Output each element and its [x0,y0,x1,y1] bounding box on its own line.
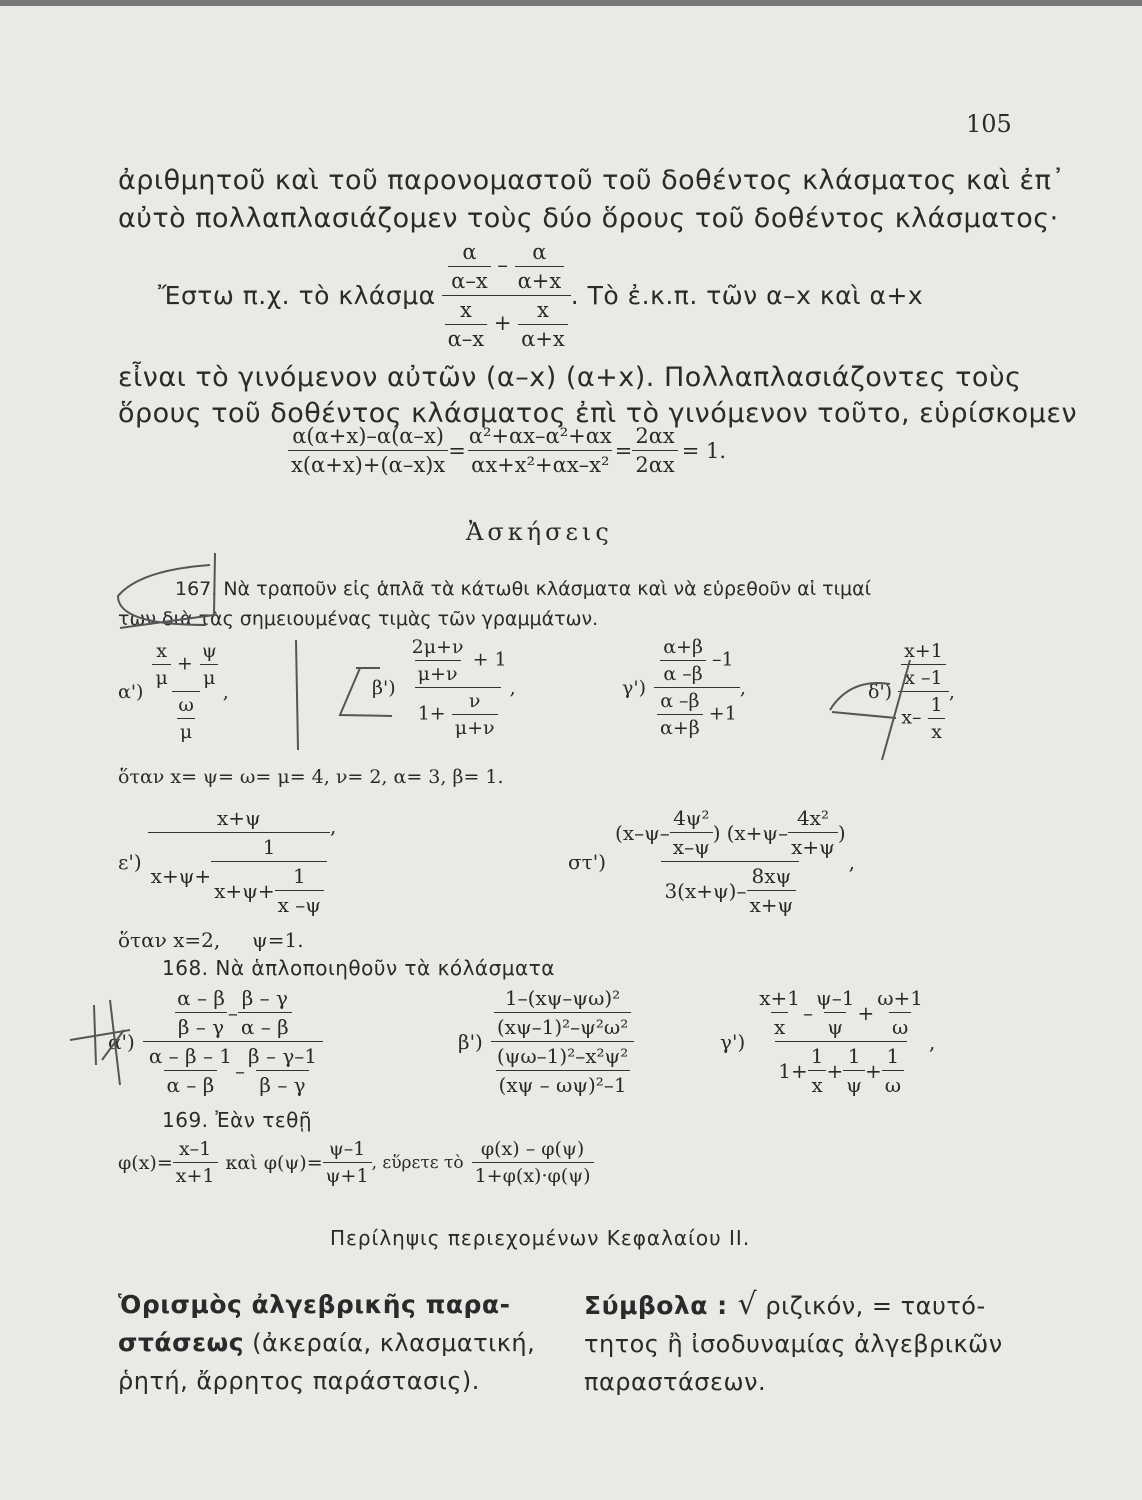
ex167-b-label: β') [372,676,396,699]
ex-e-lead2: x+ψ+ [214,878,275,903]
ex168-g-b1d: x [808,1070,825,1097]
ex167-b-nu: ν [468,690,481,712]
ex167-a-psi: ψ [201,640,217,662]
pencil-mark-168a [70,1000,130,1085]
eq-f1-den: x(α+x)+(α–x)x [288,450,448,477]
ex168-a-n2n: β – γ [241,986,288,1010]
ex167-a-mu: μ [152,664,170,689]
ex168-g-comma: , [929,1029,936,1054]
example-lead: Ἔστω π.χ. τὸ κλάσμα [158,281,436,310]
ex168-g-t1n: x+1 [759,986,801,1010]
ex167-a-x: x [156,640,167,662]
example-n1-den: α–x [448,266,491,293]
ex169-gn: ψ–1 [328,1138,366,1160]
ex-e-one2: 1 [292,864,306,888]
example-d2-den: α+x [518,324,568,351]
ex-e-d2: x –ψ [275,890,324,917]
ex169-phix: φ(x)= [118,1151,173,1174]
ex167-line-1: 167. Νὰ τραποῦν εἰς ἁπλᾶ τὰ κάτωθι κλάσματα καὶ νὰ εὑρεθοῦν αἱ τιμαί [175,578,872,600]
ex168-a-d2n: β – γ–1 [248,1044,318,1068]
ex-e-comma: , [329,814,337,838]
ex168-a-d1n: α – β – 1 [148,1044,233,1068]
pencil-box-a [296,640,298,750]
ex-st-p1n: 4ψ² [673,806,710,830]
ex168-a-n1d: β – γ [175,1012,227,1039]
ex168-b-nn: 1–(xψ–ψω)² [504,986,621,1010]
summary-left-rest-2: (ἀκεραία, κλασματική, [244,1329,536,1357]
ex168-g-lead: 1+ [778,1058,808,1083]
radical-icon: √ [727,1287,758,1322]
ex-st-p2d: x+ψ [788,832,838,859]
ex167-line-2: των διὰ τὰς σημειουμένας τιμὰς τῶν γραμμάτων. [118,608,599,630]
ex168-title: 168. Νὰ ἁπλοποιηθοῦν τὰ κόλάσματα [162,956,555,980]
ex-e-label: ε') [118,849,142,874]
ex167-g-d1: α –β [660,660,705,685]
ex168-a-minus: – [227,1000,238,1025]
ex-st-dd: x+ψ [747,890,797,917]
example-d1-num: x [459,298,472,322]
summary-right-line-3: παραστάσεων. [584,1368,767,1396]
example-n2-den: α+x [515,266,565,293]
summary-left-bold-2: στάσεως [118,1328,245,1357]
ex168-a-n1n: α – β [177,986,225,1010]
summary-left-line-3: ῥητή, ἄρρητος παράστασις). [118,1367,480,1395]
summary-right-rest-1: ριζικόν, = ταυτό- [757,1292,986,1320]
ex167-d-n1: x+1 [904,640,943,662]
ex169-hd: 1+φ(x)·φ(ψ) [472,1162,594,1187]
pencil-bracket-167 [118,553,215,628]
ex168-g-t2d: ψ [824,1012,846,1039]
ex-st-p1: (x–ψ– [615,820,670,845]
ex167-a-label: α') [118,680,144,703]
intro-line-1: ἀριθμητοῦ καὶ τοῦ παρονομαστοῦ τοῦ δοθέντος κλάσματος καὶ ἐπ᾽ [118,165,1066,196]
eq-f3-den: 2αx [632,450,677,477]
example-n1-num: α [462,240,477,264]
ex169-find: , εὕρετε τὸ [371,1152,464,1173]
ex168-b-nd: (xψ–1)²–ψ²ω² [494,1012,631,1039]
ex167-b-comma: , [509,676,516,699]
ex168-g-plus3: + [864,1058,882,1083]
pencil-box-b [340,668,392,716]
ex-st-dlead: 3(x+ψ)– [664,878,747,903]
ex167-a-mu3: μ [177,718,195,743]
product-line-1: εἶναι τὸ γινόμενον αὐτῶν (α–x) (α+x). Πολλαπλασιάζοντες τοὺς [118,362,1022,393]
ex167-a-comma: , [222,680,229,703]
ex168-g-b3d: ω [882,1070,904,1097]
ex167-d-x: x [928,718,945,743]
ex168-g-b2n: 1 [847,1044,861,1068]
ex168-b-label: β') [458,1029,483,1054]
ex168-g-t1d: x [771,1012,788,1039]
product-line-2: ὅρους τοῦ δοθέντος κλάσματος ἐπὶ τὸ γινόμενον τοῦτο, εὑρίσκομεν [118,398,1078,429]
ex167-d-xminus: x– [901,706,922,729]
ex168-a-label: α') [108,1029,135,1054]
eq-sign-1: = [448,438,466,463]
ex168-g-b1n: 1 [810,1044,824,1068]
ex-e-lead: x+ψ+ [150,864,212,888]
ex169-and: καὶ φ(ψ)= [225,1151,323,1174]
ex169-gd: ψ+1 [323,1162,372,1187]
intro-line-2: αὐτὸ πολλαπλασιάζομεν τοὺς δύο ὅρους τοῦ δοθέντος κλάσματος· [118,203,1059,234]
page-number: 105 [966,110,1012,138]
ex-st-label: στ') [568,849,607,874]
ex-st-p2: (x+ψ– [726,820,789,845]
ex168-g-label: γ') [720,1029,746,1054]
summary-left-bold-1: Ὁρισμὸς ἀλγεβρικῆς παρα- [118,1290,511,1319]
ex168-g-plus2: + [826,1058,844,1083]
pencil-box-d [830,660,910,760]
ex168-g-t2n: ψ–1 [816,986,855,1010]
ex167-b-plus1: + 1 [472,648,507,671]
example-d2-num: x [537,298,549,322]
eq-result: = 1. [681,438,727,463]
ex168-b-dn: (ψω–1)²–x²ψ² [496,1044,629,1068]
ex167-a-omega: ω [178,694,194,716]
ex167-a-plus: + [176,652,193,675]
ex-st-p2n: 4x² [796,806,829,830]
ex167-b-n1: 2μ+ν [411,636,464,658]
ex168-b-dd: (xψ – ωψ)²–1 [496,1070,630,1097]
summary-right-line-2: τητος ἢ ἰσοδυναμίας ἀλγεβρικῶν [584,1330,1003,1358]
ex167-g-n1: α+β [663,636,703,658]
summary-title: Περίληψις περιεχομένων Κεφαλαίου II. [330,1226,751,1250]
example-plus: + [493,311,512,335]
ex168-g-b3n: 1 [886,1044,900,1068]
ex-e-top: x+ψ [216,806,261,830]
ex168-g-t3d: ω [889,1012,911,1039]
ex167-g-comma: , [739,676,746,699]
ex168-a-d2d: β – γ [256,1070,308,1097]
example-d1-den: α–x [445,324,488,351]
ex-e-one: 1 [262,835,276,859]
ex-st-p1c: ) [712,820,721,845]
ex168-g-t3n: ω+1 [877,986,924,1010]
ex167-g-plus1: +1 [708,702,737,725]
ex-st-comma: , [848,849,856,874]
ex-st-p2c: ) [837,820,846,845]
ex168-a-n2d: α – β [238,1012,292,1039]
eq-f2-num: α²+αx–α²+αx [468,424,612,448]
example-n2-num: α [532,240,547,264]
ex167-b-d2: μ+ν [452,714,498,739]
ex-st-p1d: x–ψ [670,832,713,859]
ex168-a-minus2: – [235,1058,246,1083]
ex167-g-n2: α –β [660,690,700,712]
ex167-d-d1: x –1 [901,664,945,689]
ex168-g-b2d: ψ [843,1070,865,1097]
ex167-g-d2: α+β [657,714,703,739]
eq-f3-num: 2αx [635,424,675,448]
ex167-b-d1: μ+ν [415,660,461,685]
ex168-g-minus: – [803,1000,814,1025]
condition-2: ὅταν x=2, ψ=1. [118,928,304,952]
ex169-hn: φ(x) – φ(ψ) [480,1138,585,1160]
example-minus: – [497,253,508,277]
ex169-fd: x+1 [173,1162,218,1187]
ex167-g-label: γ') [622,676,646,699]
ex167-d-comma: , [948,680,955,703]
ex167-g-minus1: –1 [712,648,734,671]
ex168-g-plus: + [857,1000,875,1025]
exercises-title: Ἀσκήσεις [466,518,613,546]
ex167-a-mu2: μ [200,664,218,689]
ex167-d-label: δ') [868,680,893,703]
ex-st-dn: 8xψ [751,864,792,888]
example-tail: . Τὸ ἐ.κ.π. τῶν α–x καὶ α+x [570,281,924,310]
ex167-condition: ὅταν x= ψ= ω= μ= 4, ν= 2, α= 3, β= 1. [118,766,504,788]
eq-f1-num: α(α+x)–α(α–x) [292,424,444,448]
eq-sign-2: = [614,438,633,463]
ex168-a-d1d: α – β [164,1070,218,1097]
ex167-b-one: 1+ [417,702,446,725]
eq-f2-den: αx+x²+αx–x² [468,450,612,477]
ex169-title: 169. Ἐὰν τεθῇ [162,1108,313,1132]
summary-right-bold: Σύμβολα : [584,1291,728,1320]
ex167-d-one: 1 [930,694,943,716]
ex169-fn: x–1 [178,1138,212,1160]
